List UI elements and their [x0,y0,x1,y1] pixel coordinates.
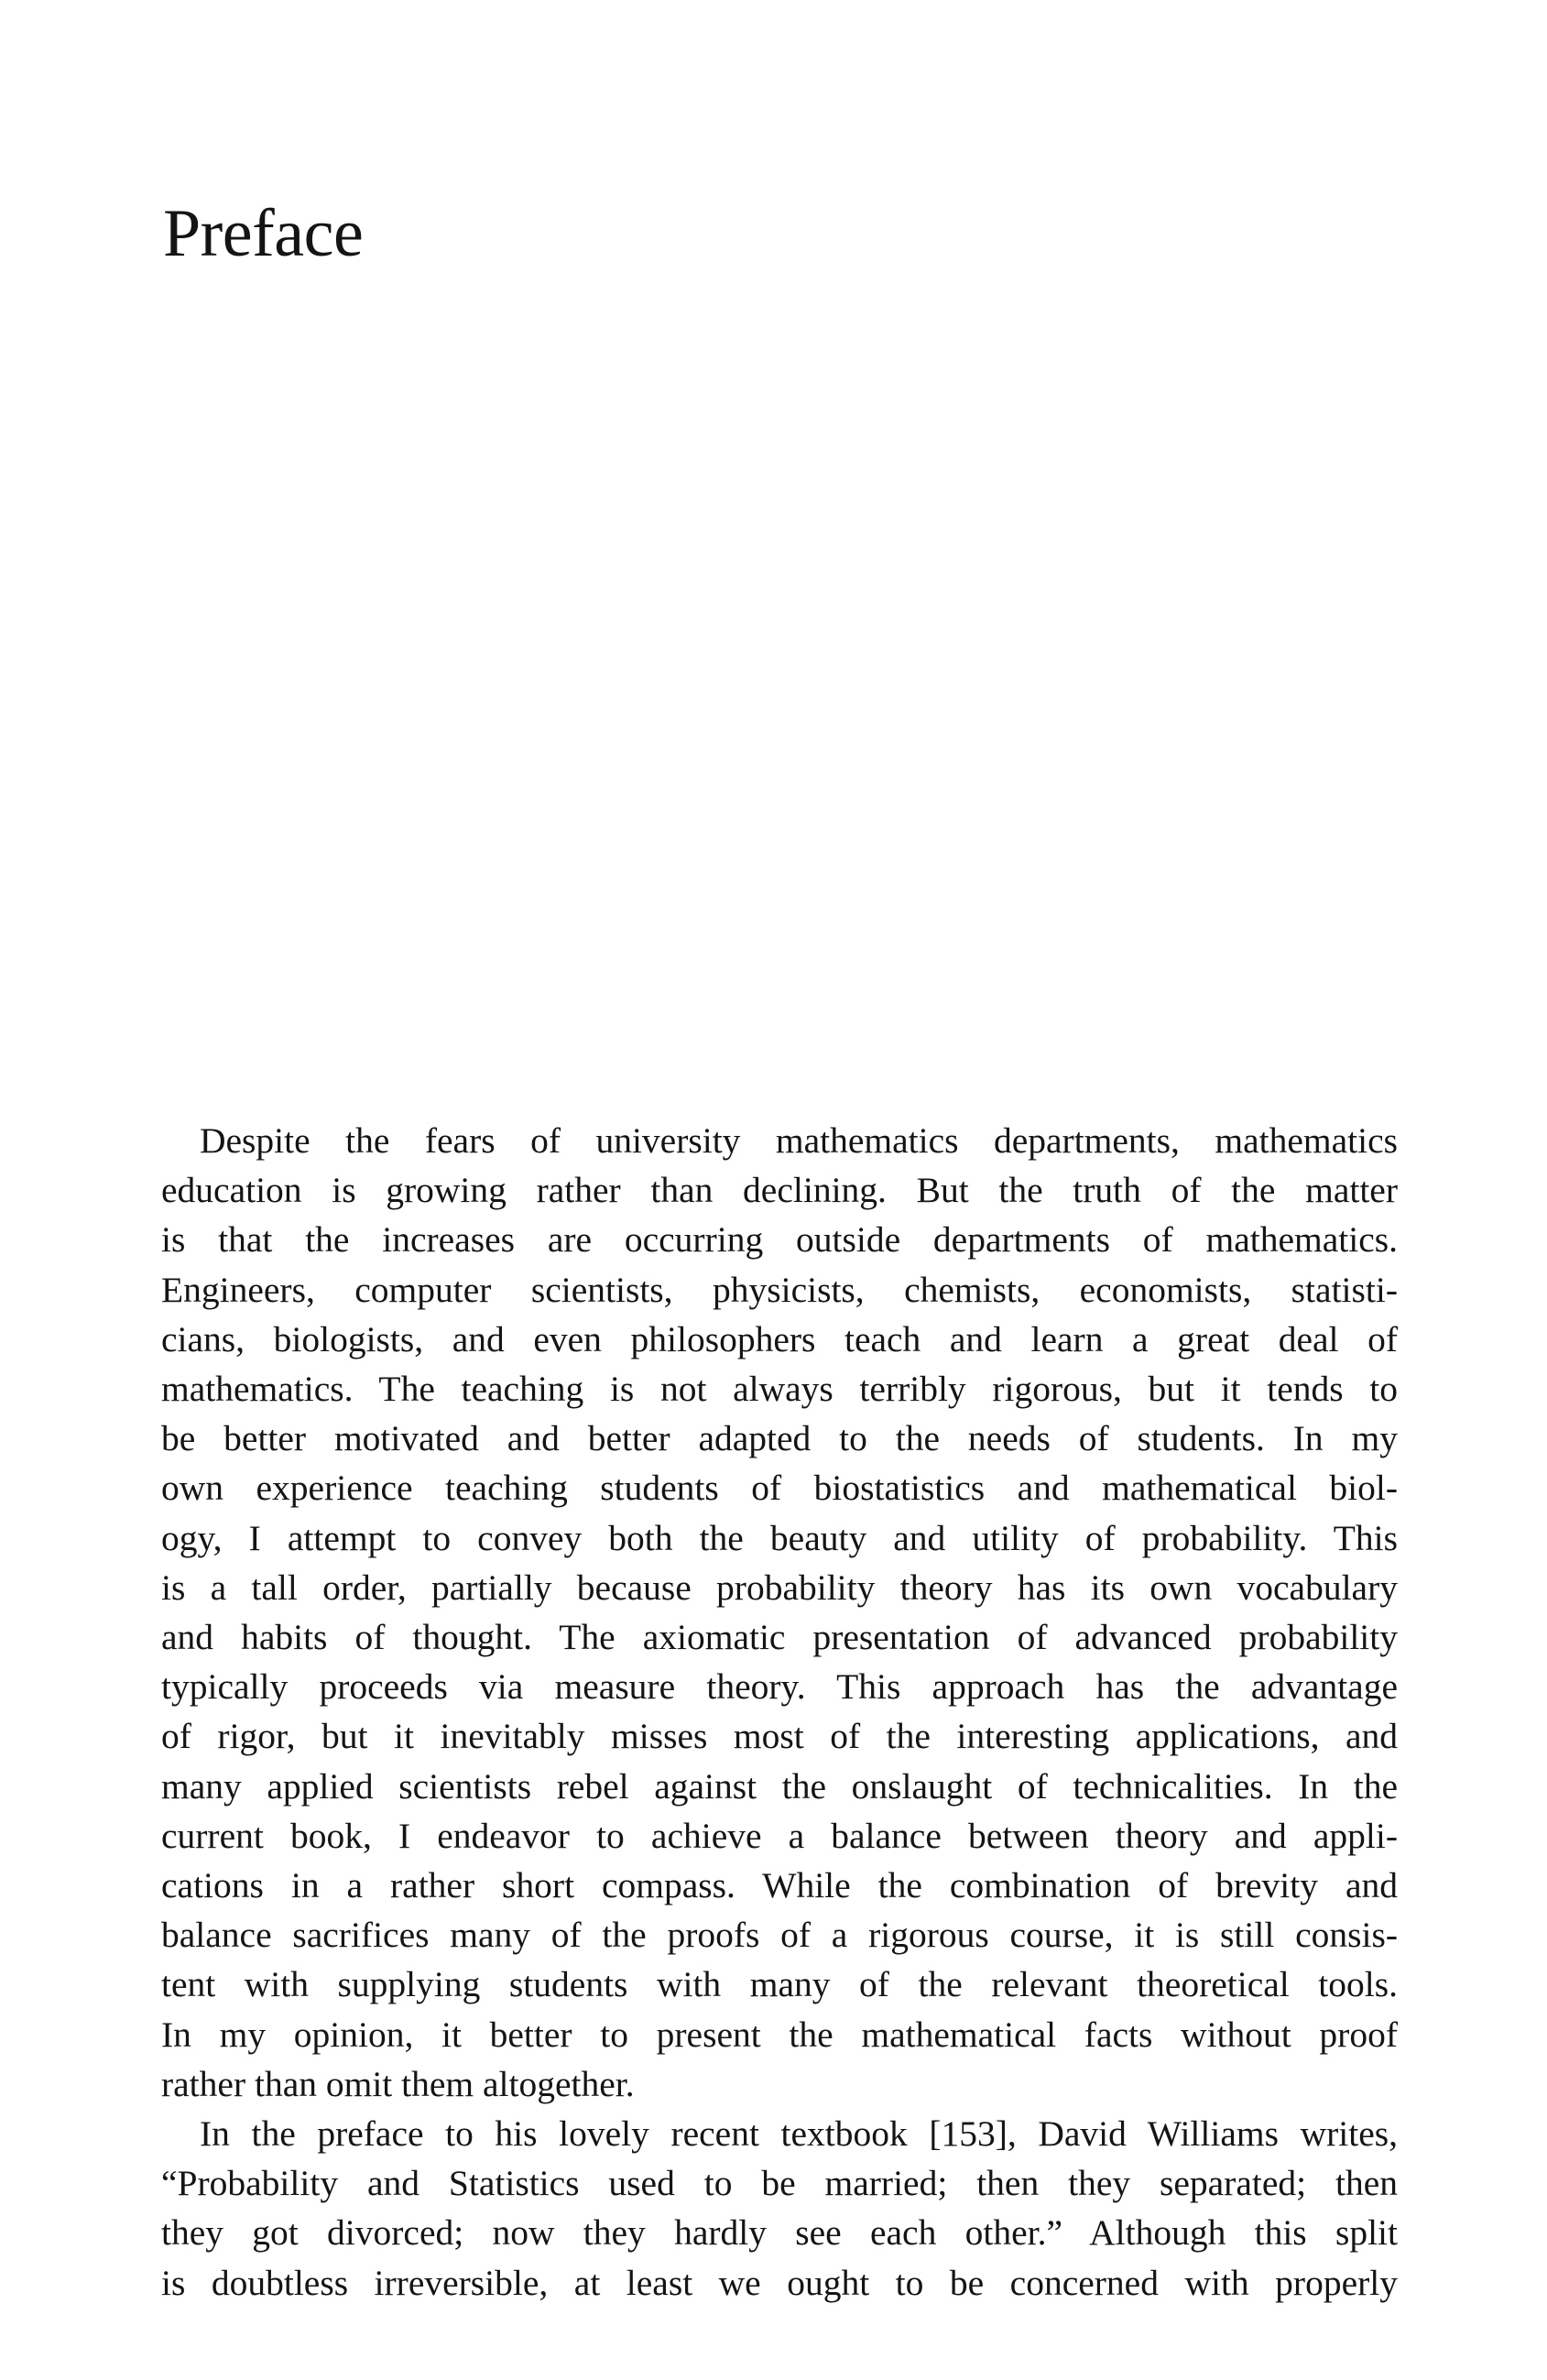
text-line: balance sacrifices many of the proofs of a rigorous course, it is still consis- [161,1915,1398,1956]
text-line: is a tall order, partially because probability theory has its own vocabulary [161,1567,1398,1608]
text-line: tent with supplying students with many of the relevant theoretical tools. [161,1964,1398,2005]
text-line: Engineers, computer scientists, physicists, chemists, economists, statisti- [161,1269,1398,1310]
paragraph-2 [161,2109,1398,2308]
text-line: mathematics. The teaching is not always terribly rigorous, but it tends to [161,1369,1398,1410]
text-line: they got divorced; now they hardly see each other.” Although this split [161,2212,1398,2254]
text-line: own experience teaching students of biostatistics and mathematical biol- [161,1468,1398,1509]
text-line: many applied scientists rebel against the onslaught of technicalities. In the [161,1765,1398,1807]
text-line: typically proceeds via measure theory. This approach has the advantage [161,1666,1398,1708]
text-line: In my opinion, it better to present the mathematical facts without proof [161,2014,1398,2055]
text-line: In the preface to his lovely recent textbook [153], David Williams writes, [200,2113,1398,2155]
text-line: be better motivated and better adapted to the needs of students. In my [161,1418,1398,1459]
text-line: current book, I endeavor to achieve a balance between theory and appli- [161,1815,1398,1856]
text-line: is doubtless irreversible, at least we ought to be concerned with properly [161,2262,1398,2303]
text-line: rather than omit them altogether. [161,2063,635,2104]
text-line: education is growing rather than declining. But the truth of the matter [161,1170,1398,1211]
text-line: “Probability and Statistics used to be married; then they separated; then [161,2163,1398,2204]
text-line: of rigor, but it inevitably misses most of the interesting applications, and [161,1716,1398,1757]
text-line: Despite the fears of university mathematics departments, mathematics [200,1120,1398,1161]
body-text [161,1116,1398,2308]
text-line: cations in a rather short compass. While the combination of brevity and [161,1865,1398,1906]
text-line: cians, biologists, and even philosophers teach and learn a great deal of [161,1318,1398,1359]
text-line: and habits of thought. The axiomatic presentation of advanced probability [161,1617,1398,1658]
paragraph-1 [161,1116,1398,2109]
page-title: Preface [163,196,364,271]
text-line: is that the increases are occurring outside departments of mathematics. [161,1219,1398,1261]
text-line: ogy, I attempt to convey both the beauty and utility of probability. This [161,1517,1398,1558]
